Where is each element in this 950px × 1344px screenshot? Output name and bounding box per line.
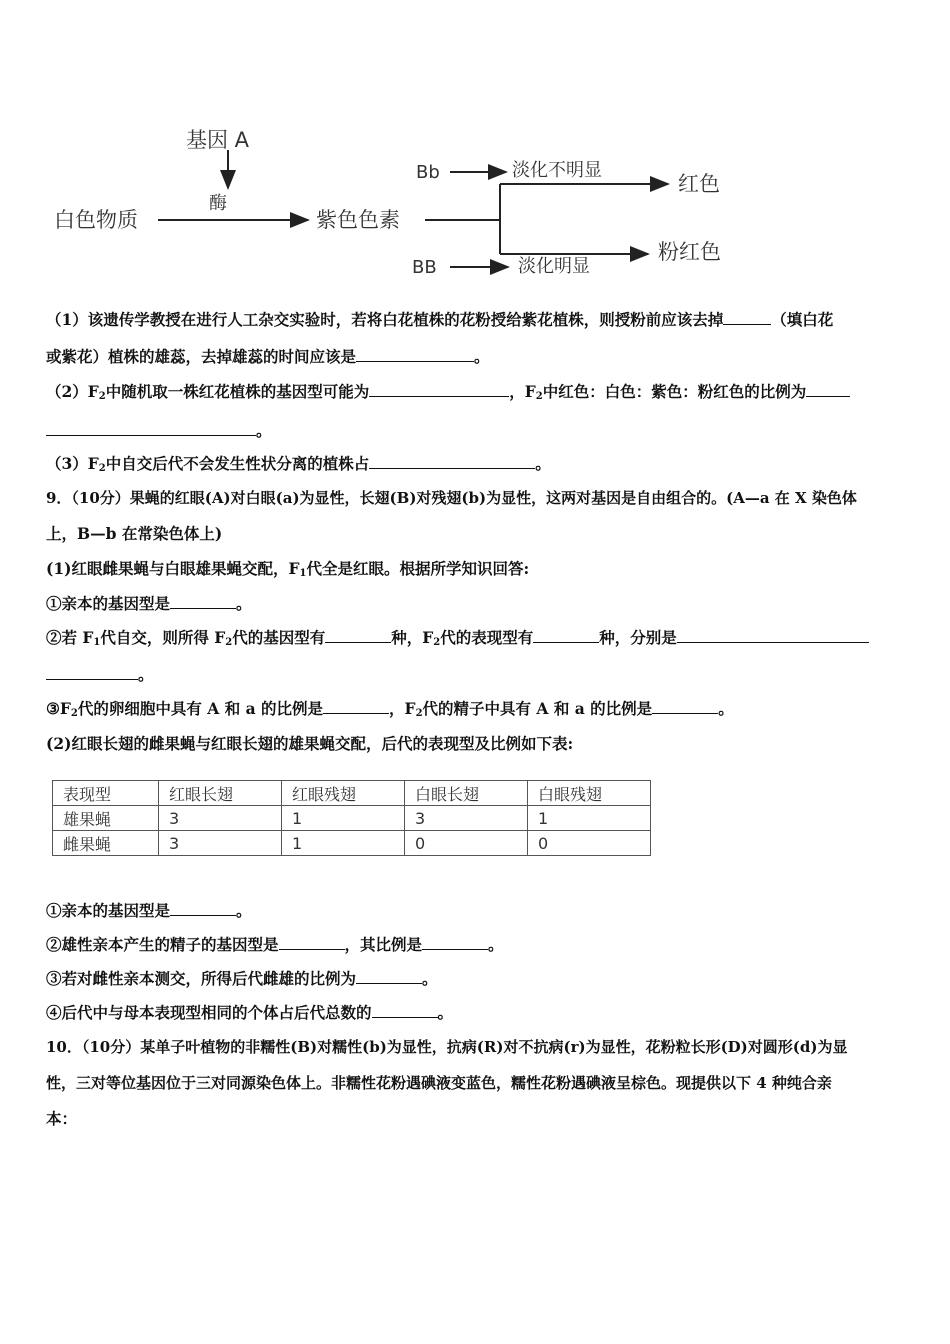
answer-blank[interactable] — [46, 421, 256, 436]
table-cell: 雄果蝇 — [53, 806, 159, 831]
answer-blank[interactable] — [170, 594, 236, 609]
q9-part2-item1: ①亲本的基因型是 。 — [46, 901, 252, 920]
q9-part2-item2: ②雄性亲本产生的精子的基因型是 ，其比例是 。 — [46, 935, 504, 954]
answer-blank[interactable] — [806, 382, 850, 397]
q9-part1-intro: (1)红眼雌果蝇与白眼雄果蝇交配，$F_1$代全是红眼。根据所学知识回答: — [46, 559, 530, 579]
purple-pigment-label: 紫色色素 — [316, 208, 400, 232]
table-cell: 1 — [282, 831, 405, 856]
q8-part2-line1: $(2)F_2$中随机取一株红花植株的基因型可能为 ，$F_2$中红色：白色：紫色：粉红色的比例为 — [46, 381, 850, 408]
answer-blank[interactable] — [46, 665, 138, 680]
table-cell: 1 — [528, 806, 651, 831]
answer-blank[interactable] — [652, 699, 718, 714]
answer-blank[interactable] — [356, 969, 422, 984]
q9-part1-item3: $③F_2$代的卵细胞中具有 A 和 a 的比例是 ，$F_2$代的精子中具有 A 和 a 的比例是 。 — [46, 699, 734, 719]
enzyme-label: 酶 — [209, 193, 227, 214]
q8-part3: $(3)F_2$中自交后代不会发生性状分离的植株占 。 — [46, 454, 551, 474]
table-header-cell: 白眼残翅 — [528, 781, 651, 806]
answer-blank[interactable] — [279, 935, 345, 950]
table-cell: 3 — [159, 831, 282, 856]
q10-line2: 性，三对等位基因位于三对同源染色体上。非糯性花粉遇碘液变蓝色，糯性花粉遇碘液呈棕色。现提供以下 4 种纯合亲 — [46, 1074, 832, 1092]
table-row — [53, 806, 651, 831]
answer-blank[interactable] — [422, 935, 488, 950]
q9-heading: 9．（10分）果蝇的红眼(A)对白眼(a)为显性，长翅(B)对残翅(b)为显性，这两对基因是自由组合的。(A—a 在 X 染色体 — [46, 489, 857, 507]
bb-lower-label: BB — [412, 257, 437, 278]
table-header-cell: 白眼长翅 — [405, 781, 528, 806]
answer-blank[interactable] — [372, 1003, 438, 1018]
answer-blank[interactable] — [323, 699, 389, 714]
q8-part1-line1: （1）该遗传学教授在进行人工杂交实验时，若将白花植株的花粉授给紫花植株，则授粉前应该去掉 （填白花 — [46, 310, 834, 329]
q9-part2-item4: ④后代中与母本表现型相同的个体占后代总数的 。 — [46, 1003, 454, 1022]
answer-blank[interactable] — [677, 628, 869, 643]
q9-part2-intro: (2)红眼长翅的雌果蝇与红眼长翅的雄果蝇交配，后代的表现型及比例如下表: — [46, 734, 574, 753]
q9-part2-item3: ③若对雌性亲本测交，所得后代雌雄的比例为 。 — [46, 969, 438, 988]
answer-blank[interactable] — [369, 454, 535, 469]
table-row — [53, 831, 651, 856]
table-header-row — [53, 781, 651, 806]
q10-line1: 10．（10分）某单子叶植物的非糯性(B)对糯性(b)为显性，抗病(R)对不抗病(r)为显性，花粉粒长形(D)对圆形(d)为显 — [46, 1038, 848, 1056]
answer-blank[interactable] — [356, 347, 474, 362]
answer-blank[interactable] — [170, 901, 236, 916]
table-header-cell: 表现型 — [53, 781, 159, 806]
dilute-obvious-label: 淡化明显 — [518, 256, 590, 277]
table-cell: 0 — [405, 831, 528, 856]
q9-part1-item2: ②若 $F_1$代自交，则所得 $F_2$代的基因型有 种，$F_2$代的表现型有 种，分别是 — [46, 627, 869, 654]
pathway-diagram — [40, 120, 760, 290]
dilute-not-obvious-label: 淡化不明显 — [512, 160, 602, 181]
table-cell: 1 — [282, 806, 405, 831]
q9-part1-item1: ①亲本的基因型是 。 — [46, 594, 252, 613]
answer-blank[interactable] — [723, 310, 771, 325]
answer-blank[interactable] — [533, 628, 599, 643]
bb-upper-label: Bb — [416, 162, 440, 183]
offspring-table — [52, 780, 651, 856]
q8-part1-line2: 或紫花）植株的雄蕊，去掉雄蕊的时间应该是 。 — [46, 347, 490, 366]
q10-line3: 本： — [46, 1109, 78, 1128]
pink-label: 粉红色 — [658, 240, 721, 264]
answer-blank[interactable] — [369, 382, 509, 397]
table-cell: 3 — [405, 806, 528, 831]
table-cell: 3 — [159, 806, 282, 831]
pathway-arrows — [40, 120, 760, 290]
q9-part1-item2-cont: 。 — [46, 664, 154, 686]
table-cell: 雌果蝇 — [53, 831, 159, 856]
gene-a-label: 基因 A — [186, 128, 250, 152]
q8-part2-line2: 。 — [46, 420, 272, 442]
table-cell: 0 — [528, 831, 651, 856]
red-label: 红色 — [678, 172, 720, 196]
table-header-cell: 红眼长翅 — [159, 781, 282, 806]
q9-heading-line2: 上，B—b 在常染色体上) — [46, 524, 223, 543]
white-substance-label: 白色物质 — [54, 208, 138, 232]
table-header-cell: 红眼残翅 — [282, 781, 405, 806]
answer-blank[interactable] — [325, 628, 391, 643]
